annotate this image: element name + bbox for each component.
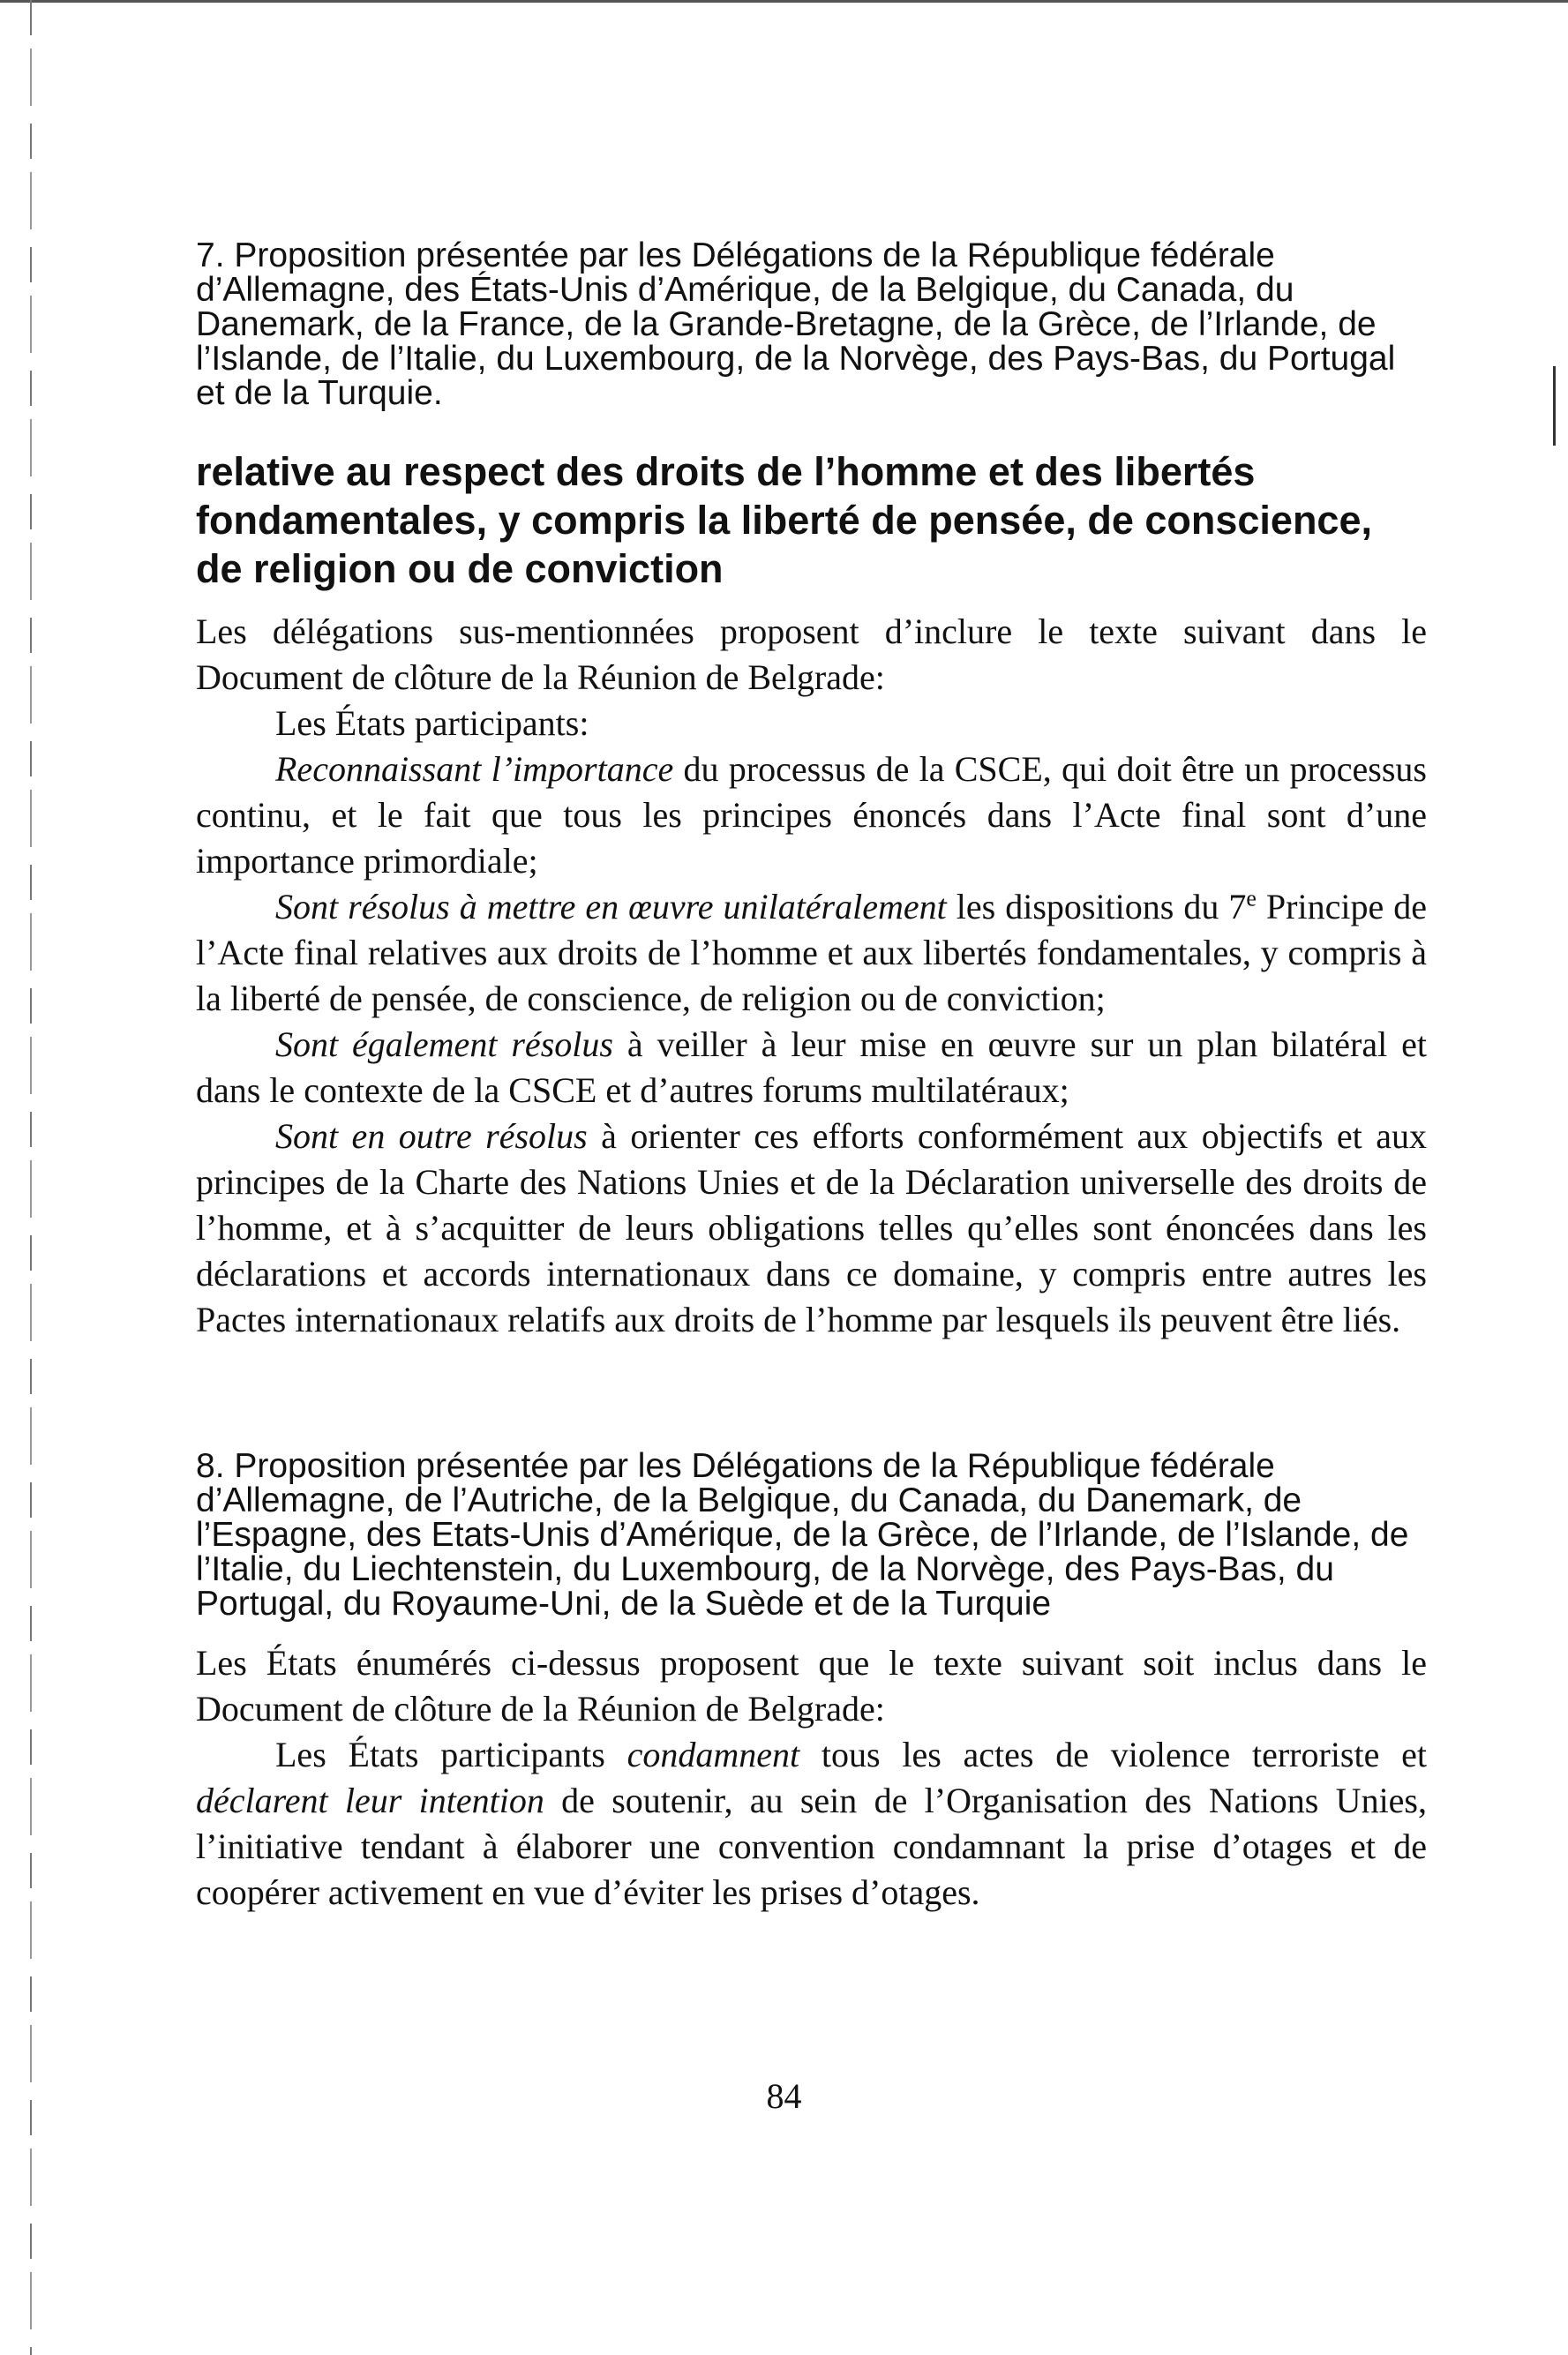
body-text: Principe de l’Acte final relatives aux droits de l’homme et aux libertés fondamentales, y compris à la liberté de pensée, de conscience, de religion ou de conviction; xyxy=(196,887,1427,1018)
proposal-7-heading: relative au respect des droits de l’homme et des libertés fondamentales, y compris la liberté de pensée, de conscience, de religion ou de conviction xyxy=(196,449,1372,591)
body-text: les dispositions du 7 xyxy=(946,887,1247,926)
proposal-7-paragraph-2: Les États participants: xyxy=(275,703,589,743)
emphasis-text: Sont en outre résolus xyxy=(275,1116,588,1156)
proposal-7-paragraph-4 xyxy=(196,884,1427,1022)
scan-edge-top xyxy=(0,0,1568,3)
body-text: du processus de la CSCE, qui doit être un processus continu, et le fait que tous les principes énoncés dans l’Acte final sont d’une importance primordiale; xyxy=(196,749,1427,881)
proposal-7-paragraph-3 xyxy=(196,746,1427,884)
section-spacer xyxy=(196,1621,1427,1640)
page-content xyxy=(196,238,1427,1916)
section-spacer xyxy=(196,1343,1427,1449)
emphasis-text: Sont résolus à mettre en œuvre unilatéralement xyxy=(275,887,947,926)
scan-edge-left xyxy=(30,0,32,2355)
body-text: à veiller à leur mise en œuvre sur un plan bilatéral et dans le contexte de la CSCE et d’autres forums multilatéraux; xyxy=(196,1024,1427,1110)
proposal-7-paragraph-6 xyxy=(196,1114,1427,1343)
page-number: 84 xyxy=(766,2076,802,2116)
emphasis-text: Reconnaissant l’importance xyxy=(275,749,674,789)
body-text: tous les actes de violence terroriste et xyxy=(799,1735,1427,1774)
scan-edge-mark xyxy=(1553,366,1556,446)
emphasis-text: Sont également résolus xyxy=(275,1024,613,1064)
body-text: à orienter ces efforts conformément aux objectifs et aux principes de la Charte des Nations Unies et de la Déclaration universelle des droits de l’homme, et à s’acquitter de leurs obligations telles qu’elles sont énoncées dans les déclarations et accords internationaux dans ce domaine, y compris entre autres les Pactes internationaux relatifs aux droits de l’homme par lesquels ils peuvent être liés. xyxy=(196,1116,1427,1339)
body-text: Les États participants xyxy=(275,1735,627,1774)
proposal-8-paragraph-1: Les États énumérés ci-dessus proposent que le texte suivant soit inclus dans le Document de clôture de la Réunion de Belgrade: xyxy=(196,1643,1427,1729)
emphasis-text: condamnent xyxy=(626,1735,800,1774)
proposal-7-paragraph-5 xyxy=(196,1022,1427,1114)
proposal-7-paragraph-1: Les délégations sus-mentionnées proposent d’inclure le texte suivant dans le Document de clôture de la Réunion de Belgrade: xyxy=(196,611,1427,697)
proposal-8-intro: 8. Proposition présentée par les Délégations de la République fédérale d’Allemagne, de l’Autriche, de la Belgique, du Canada, du Danemark, de l’Espagne, des Etats-Unis d’Amérique, de la Grèce, de l’Irlande, de l’Islande, de l’Italie, du Liechtenstein, du Luxembourg, de la Norvège, des Pays-Bas, du Portugal, du Royaume-Uni, de la Suède et de la Turquie xyxy=(196,1447,1409,1623)
emphasis-text: déclarent leur intention xyxy=(196,1781,544,1820)
proposal-8-paragraph-2 xyxy=(196,1732,1427,1916)
superscript-text: e xyxy=(1246,885,1257,911)
proposal-7-intro: 7. Proposition présentée par les Délégations de la République fédérale d’Allemagne, des États-Unis d’Amérique, de la Belgique, du Canada, du Danemark, de la France, de la Grande-Bretagne, de la Grèce, de l’Irlande, de l’Islande, de l’Italie, du Luxembourg, de la Norvège, des Pays-Bas, du Portugal et de la Turquie. xyxy=(196,236,1396,412)
body-text: de soutenir, au sein de l’Organisation des Nations Unies, l’initiative tendant à élaborer une convention condamnant la prise d’otages et de coopérer activement en vue d’éviter les prises d’otages. xyxy=(196,1781,1427,1912)
